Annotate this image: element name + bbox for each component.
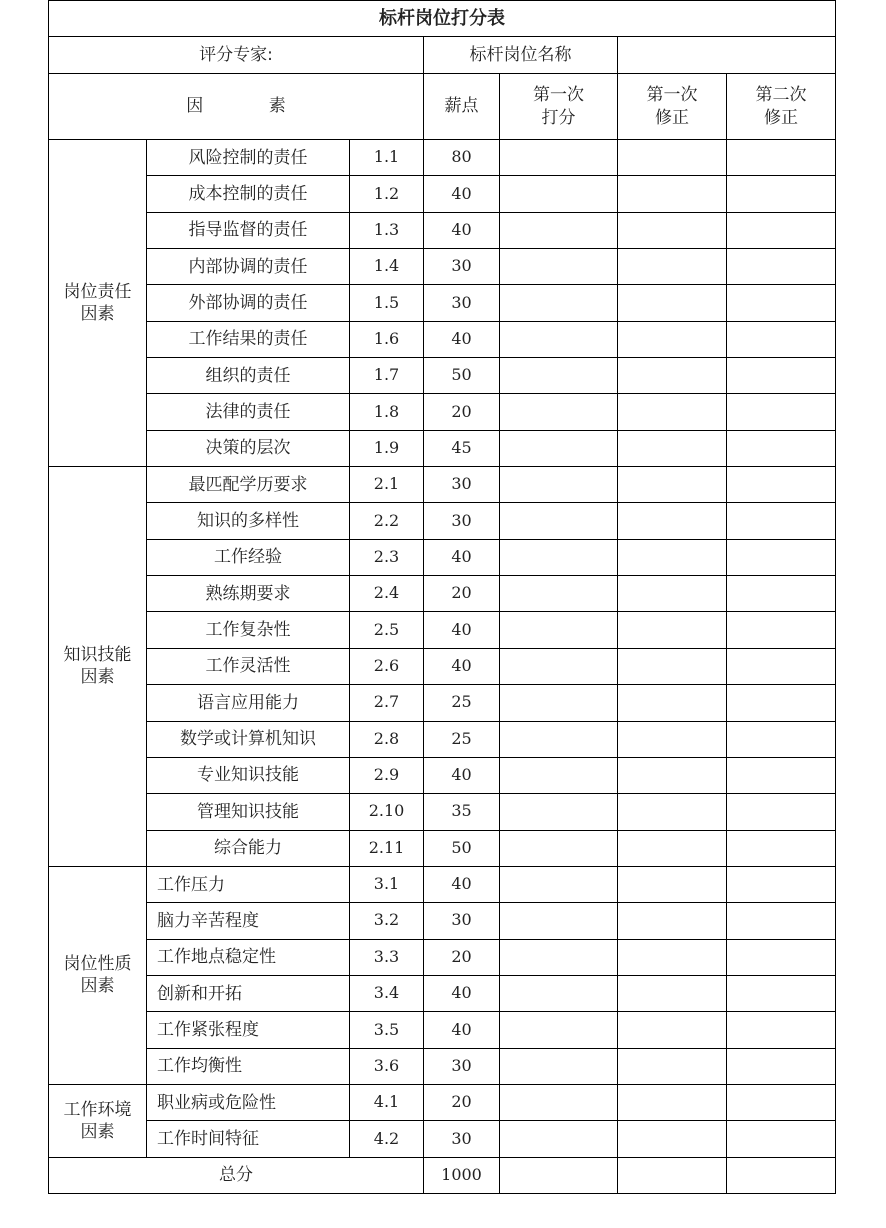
factor-item-code: 2.1: [350, 467, 424, 503]
factor-item-points: 30: [424, 467, 500, 503]
first-score-cell[interactable]: [500, 467, 618, 503]
factor-item-name: 工作均衡性: [147, 1048, 350, 1084]
factor-item-name: 法律的责任: [147, 394, 350, 430]
second-revise-cell[interactable]: [727, 1121, 836, 1157]
second-revise-cell[interactable]: [727, 975, 836, 1011]
first-revise-cell[interactable]: [618, 249, 727, 285]
factor-item-points: 20: [424, 939, 500, 975]
factor-item-points: 35: [424, 794, 500, 830]
second-revise-cell[interactable]: [727, 939, 836, 975]
table-row: [49, 430, 836, 466]
table-row: [49, 866, 836, 902]
first-revise-cell[interactable]: [618, 721, 727, 757]
factor-item-name: 决策的层次: [147, 430, 350, 466]
second-revise-cell[interactable]: [727, 1084, 836, 1120]
factor-item-name: 最匹配学历要求: [147, 467, 350, 503]
first-score-cell[interactable]: [500, 539, 618, 575]
total-label: 总分: [49, 1157, 424, 1193]
factor-item-points: 20: [424, 576, 500, 612]
first-revise-cell[interactable]: [618, 539, 727, 575]
first-revise-cell[interactable]: [618, 358, 727, 394]
table-row: [49, 757, 836, 793]
first-revise-cell[interactable]: [618, 685, 727, 721]
first-score-cell[interactable]: [500, 1121, 618, 1157]
first-revise-cell[interactable]: [618, 467, 727, 503]
first-revise-cell[interactable]: [618, 1084, 727, 1120]
factor-item-code: 1.5: [350, 285, 424, 321]
factor-item-code: 2.10: [350, 794, 424, 830]
first-score-header: [500, 74, 618, 140]
table-row: [49, 467, 836, 503]
factor-item-name: 专业知识技能: [147, 757, 350, 793]
first-revise-cell[interactable]: [618, 866, 727, 902]
second-revise-cell[interactable]: [727, 830, 836, 866]
factor-item-code: 3.3: [350, 939, 424, 975]
second-revise-cell[interactable]: [727, 212, 836, 248]
first-score-cell[interactable]: [500, 648, 618, 684]
factor-item-points: 25: [424, 685, 500, 721]
factor-item-points: 30: [424, 1121, 500, 1157]
factor-item-code: 3.4: [350, 975, 424, 1011]
first-score-cell[interactable]: [500, 176, 618, 212]
factor-item-name: 综合能力: [147, 830, 350, 866]
table-row: [49, 830, 836, 866]
factor-group-name-line2: 因素: [80, 1121, 115, 1142]
factor-group-name-line1: 岗位性质: [63, 954, 132, 975]
first-score-cell[interactable]: [500, 1012, 618, 1048]
factor-group-name: [49, 1084, 147, 1157]
second-revise-cell[interactable]: [727, 321, 836, 357]
first-score-cell[interactable]: [500, 830, 618, 866]
first-score-cell[interactable]: [500, 394, 618, 430]
factor-item-points: 40: [424, 612, 500, 648]
factor-item-points: 30: [424, 1048, 500, 1084]
factor-item-code: 3.2: [350, 903, 424, 939]
first-revise-cell[interactable]: [618, 212, 727, 248]
factor-item-code: 3.1: [350, 866, 424, 902]
table-row: [49, 576, 836, 612]
first-score-cell[interactable]: [500, 358, 618, 394]
factor-item-points: 30: [424, 249, 500, 285]
second-revise-header-line1: 第二次: [755, 85, 807, 106]
factor-item-name: 组织的责任: [147, 358, 350, 394]
factor-item-name: 工作经验: [147, 539, 350, 575]
second-revise-cell[interactable]: [727, 1048, 836, 1084]
factor-item-code: 1.2: [350, 176, 424, 212]
factor-group-name-line2: 因素: [80, 976, 115, 997]
factor-item-code: 1.8: [350, 394, 424, 430]
first-revise-cell[interactable]: [618, 757, 727, 793]
table-row: [49, 503, 836, 539]
factor-item-code: 3.6: [350, 1048, 424, 1084]
factor-item-name: 工作结果的责任: [147, 321, 350, 357]
second-revise-cell[interactable]: [727, 757, 836, 793]
second-revise-cell[interactable]: [727, 430, 836, 466]
factor-item-code: 3.5: [350, 1012, 424, 1048]
first-score-cell[interactable]: [500, 794, 618, 830]
factor-item-name: 内部协调的责任: [147, 249, 350, 285]
factor-item-name: 外部协调的责任: [147, 285, 350, 321]
factor-item-code: 1.7: [350, 358, 424, 394]
first-revise-cell[interactable]: [618, 321, 727, 357]
first-score-cell[interactable]: [500, 503, 618, 539]
factor-item-code: 2.4: [350, 576, 424, 612]
factor-item-code: 2.11: [350, 830, 424, 866]
factor-item-code: 4.2: [350, 1121, 424, 1157]
table-row: [49, 394, 836, 430]
total-first-revise-cell[interactable]: [618, 1157, 727, 1193]
factor-group-name: [49, 866, 147, 1084]
first-revise-cell[interactable]: [618, 394, 727, 430]
total-second-revise-cell[interactable]: [727, 1157, 836, 1193]
table-title: 标杆岗位打分表: [49, 1, 836, 37]
factor-item-points: 40: [424, 212, 500, 248]
second-revise-cell[interactable]: [727, 612, 836, 648]
factor-item-code: 2.2: [350, 503, 424, 539]
first-score-cell[interactable]: [500, 249, 618, 285]
factor-item-name: 指导监督的责任: [147, 212, 350, 248]
first-revise-cell[interactable]: [618, 830, 727, 866]
table-row: [49, 539, 836, 575]
factor-item-code: 1.1: [350, 140, 424, 176]
table-row: [49, 285, 836, 321]
first-revise-cell[interactable]: [618, 285, 727, 321]
second-revise-cell[interactable]: [727, 576, 836, 612]
table-row: [49, 648, 836, 684]
first-revise-header: [618, 74, 727, 140]
factor-item-name: 数学或计算机知识: [147, 721, 350, 757]
first-score-cell[interactable]: [500, 1084, 618, 1120]
factor-item-name: 风险控制的责任: [147, 140, 350, 176]
factor-item-name: 语言应用能力: [147, 685, 350, 721]
table-row: [49, 903, 836, 939]
second-revise-cell[interactable]: [727, 794, 836, 830]
first-score-cell[interactable]: [500, 975, 618, 1011]
table-row: [49, 321, 836, 357]
table-row: [49, 1048, 836, 1084]
factor-item-code: 2.9: [350, 757, 424, 793]
second-revise-cell[interactable]: [727, 285, 836, 321]
total-points: 1000: [424, 1157, 500, 1193]
position-name-value[interactable]: [618, 37, 836, 74]
factor-item-name: 工作复杂性: [147, 612, 350, 648]
first-score-cell[interactable]: [500, 721, 618, 757]
total-first-score-cell[interactable]: [500, 1157, 618, 1193]
factor-group-name-line2: 因素: [80, 667, 115, 688]
factor-item-points: 40: [424, 975, 500, 1011]
expert-label: 评分专家:: [49, 37, 424, 74]
first-score-cell[interactable]: [500, 903, 618, 939]
table-row: [49, 249, 836, 285]
factor-item-name: 工作紧张程度: [147, 1012, 350, 1048]
first-revise-cell[interactable]: [618, 975, 727, 1011]
first-score-cell[interactable]: [500, 612, 618, 648]
position-name-label: 标杆岗位名称: [424, 37, 618, 74]
table-row: [49, 685, 836, 721]
factor-group-name-line1: 知识技能: [63, 645, 132, 666]
factor-item-points: 20: [424, 394, 500, 430]
first-revise-cell[interactable]: [618, 648, 727, 684]
table-row: [49, 212, 836, 248]
factor-item-code: 1.3: [350, 212, 424, 248]
first-score-cell[interactable]: [500, 321, 618, 357]
first-revise-cell[interactable]: [618, 1121, 727, 1157]
factor-item-code: 2.8: [350, 721, 424, 757]
first-revise-cell[interactable]: [618, 140, 727, 176]
first-revise-cell[interactable]: [618, 576, 727, 612]
factor-item-code: 2.5: [350, 612, 424, 648]
second-revise-header-line2: 修正: [764, 107, 798, 128]
factor-item-name: 工作时间特征: [147, 1121, 350, 1157]
factor-item-points: 40: [424, 648, 500, 684]
factor-item-name: 工作地点稳定性: [147, 939, 350, 975]
factor-item-name: 职业病或危险性: [147, 1084, 350, 1120]
table-row: [49, 176, 836, 212]
factor-header-label: 因 素: [186, 96, 286, 117]
factor-item-points: 40: [424, 176, 500, 212]
table-row: [49, 1084, 836, 1120]
factor-item-code: 2.7: [350, 685, 424, 721]
second-revise-cell[interactable]: [727, 539, 836, 575]
factor-item-name: 创新和开拓: [147, 975, 350, 1011]
factor-item-points: 45: [424, 430, 500, 466]
second-revise-cell[interactable]: [727, 866, 836, 902]
first-revise-cell[interactable]: [618, 430, 727, 466]
first-revise-cell[interactable]: [618, 903, 727, 939]
table-row: [49, 1012, 836, 1048]
first-revise-cell[interactable]: [618, 503, 727, 539]
factor-item-code: 1.9: [350, 430, 424, 466]
second-revise-cell[interactable]: [727, 721, 836, 757]
second-revise-cell[interactable]: [727, 503, 836, 539]
factor-item-points: 50: [424, 358, 500, 394]
first-revise-cell[interactable]: [618, 1012, 727, 1048]
factor-item-points: 80: [424, 140, 500, 176]
second-revise-cell[interactable]: [727, 358, 836, 394]
factor-item-points: 40: [424, 757, 500, 793]
factor-item-name: 成本控制的责任: [147, 176, 350, 212]
first-score-cell[interactable]: [500, 285, 618, 321]
factor-group-name: [49, 140, 147, 467]
first-score-cell[interactable]: [500, 1048, 618, 1084]
factor-item-points: 30: [424, 903, 500, 939]
second-revise-cell[interactable]: [727, 249, 836, 285]
factor-item-name: 熟练期要求: [147, 576, 350, 612]
first-score-cell[interactable]: [500, 866, 618, 902]
first-score-cell[interactable]: [500, 140, 618, 176]
first-score-cell[interactable]: [500, 685, 618, 721]
points-header: 薪点: [424, 74, 500, 140]
second-revise-cell[interactable]: [727, 176, 836, 212]
table-row: [49, 975, 836, 1011]
factor-item-points: 40: [424, 866, 500, 902]
table-row: [49, 721, 836, 757]
total-row: [49, 1157, 836, 1193]
factor-item-code: 1.6: [350, 321, 424, 357]
factor-item-name: 工作灵活性: [147, 648, 350, 684]
factor-item-points: 30: [424, 285, 500, 321]
second-revise-cell[interactable]: [727, 467, 836, 503]
first-score-header-line2: 打分: [541, 107, 576, 128]
first-score-cell[interactable]: [500, 430, 618, 466]
factor-item-name: 知识的多样性: [147, 503, 350, 539]
table-row: [49, 939, 836, 975]
first-revise-header-line2: 修正: [655, 107, 689, 128]
first-revise-cell[interactable]: [618, 612, 727, 648]
factor-item-code: 2.3: [350, 539, 424, 575]
first-revise-cell[interactable]: [618, 176, 727, 212]
table-row: [49, 140, 836, 176]
first-revise-cell[interactable]: [618, 939, 727, 975]
first-revise-cell[interactable]: [618, 794, 727, 830]
first-score-cell[interactable]: [500, 757, 618, 793]
first-score-cell[interactable]: [500, 576, 618, 612]
scoring-table: [48, 0, 836, 1194]
factor-item-points: 30: [424, 503, 500, 539]
factor-item-points: 50: [424, 830, 500, 866]
factor-item-points: 40: [424, 539, 500, 575]
second-revise-cell[interactable]: [727, 394, 836, 430]
first-revise-cell[interactable]: [618, 1048, 727, 1084]
factor-item-points: 40: [424, 321, 500, 357]
factor-item-code: 4.1: [350, 1084, 424, 1120]
second-revise-cell[interactable]: [727, 648, 836, 684]
factor-group-name-line1: 岗位责任: [63, 281, 132, 302]
second-revise-cell[interactable]: [727, 140, 836, 176]
factor-item-points: 40: [424, 1012, 500, 1048]
factor-item-points: 25: [424, 721, 500, 757]
factor-header: [49, 74, 424, 140]
table-row: [49, 612, 836, 648]
factor-item-name: 工作压力: [147, 866, 350, 902]
factor-item-name: 管理知识技能: [147, 794, 350, 830]
factor-item-name: 脑力辛苦程度: [147, 903, 350, 939]
table-row: [49, 794, 836, 830]
second-revise-cell[interactable]: [727, 903, 836, 939]
factor-item-code: 2.6: [350, 648, 424, 684]
first-score-cell[interactable]: [500, 212, 618, 248]
second-revise-header: [727, 74, 836, 140]
factor-group-name: [49, 467, 147, 867]
factor-group-name-line2: 因素: [80, 304, 115, 325]
factor-item-code: 1.4: [350, 249, 424, 285]
second-revise-cell[interactable]: [727, 685, 836, 721]
first-score-cell[interactable]: [500, 939, 618, 975]
second-revise-cell[interactable]: [727, 1012, 836, 1048]
factor-group-name-line1: 工作环境: [63, 1099, 132, 1120]
table-row: [49, 358, 836, 394]
first-revise-header-line1: 第一次: [646, 85, 698, 106]
factor-item-points: 20: [424, 1084, 500, 1120]
table-row: [49, 1121, 836, 1157]
first-score-header-line1: 第一次: [533, 85, 584, 106]
